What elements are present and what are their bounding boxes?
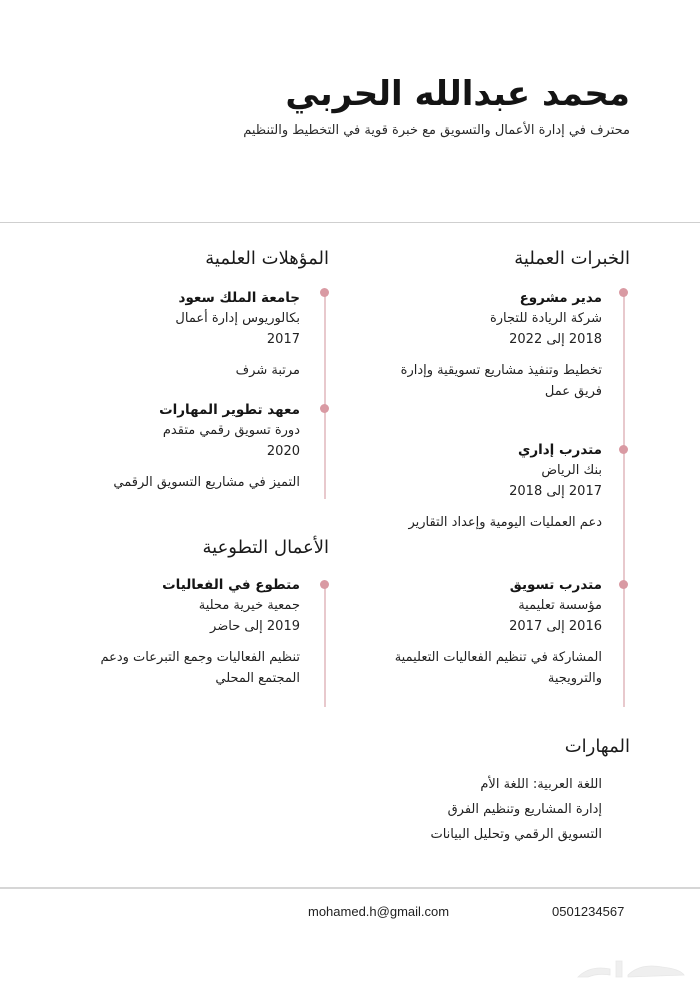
graduation-year: 2020: [266, 444, 300, 459]
job-description: المشاركة في تنظيم الفعاليات التعليمية والترويجية: [394, 650, 602, 686]
education-timeline-dot: [320, 288, 329, 297]
education-note: مرتبة شرف: [235, 363, 300, 378]
header-divider: [0, 222, 700, 223]
volunteer-timeline-line: [324, 585, 326, 707]
degree-name: بكالوريوس إدارة أعمال: [175, 311, 300, 326]
volunteer-entry: [70, 575, 300, 689]
volunteer-timeline-dot: [320, 580, 329, 589]
job-title: متدرب تسويق: [509, 577, 602, 593]
volunteer-period: 2019 إلى حاضر: [210, 619, 300, 634]
job-period: 2018 إلى 2022: [509, 332, 602, 347]
education-entry: [100, 288, 300, 381]
degree-name: دورة تسويق رقمي متقدم: [162, 423, 300, 438]
volunteer-section-title: الأعمال التطوعية: [202, 537, 329, 558]
job-description: تخطيط وتنفيذ مشاريع تسويقية وإدارة فريق عمل: [400, 363, 602, 399]
resume-tagline: محترف في إدارة الأعمال والتسويق مع خبرة قوية في التخطيط والتنظيم: [243, 123, 630, 138]
job-description: دعم العمليات اليومية وإعداد التقارير: [408, 515, 602, 530]
experience-timeline-dot: [619, 288, 628, 297]
institution-name: جامعة الملك سعود: [178, 290, 300, 306]
haraj-watermark-icon: [570, 955, 690, 983]
company-name: بنك الرياض: [541, 463, 602, 478]
experience-entry: [372, 288, 602, 402]
resume-name: محمد عبدالله الحربي: [285, 74, 630, 114]
job-period: 2017 إلى 2018: [509, 484, 602, 499]
experience-timeline-dot: [619, 580, 628, 589]
experience-timeline-dot: [619, 445, 628, 454]
experience-timeline-line: [623, 293, 625, 707]
education-timeline-line: [324, 293, 326, 499]
job-title: متدرب إداري: [517, 442, 602, 458]
contact-phone: 0501234567: [552, 904, 625, 919]
volunteer-description: تنظيم الفعاليات وجمع التبرعات ودعم المجتمع المحلي: [100, 650, 300, 686]
volunteer-organization: جمعية خيرية محلية: [198, 598, 300, 613]
education-timeline-dot: [320, 404, 329, 413]
skill-item: إدارة المشاريع وتنظيم الفرق: [447, 802, 602, 817]
education-entry: [80, 400, 300, 493]
skills-section-title: المهارات: [564, 736, 630, 757]
company-name: شركة الريادة للتجارة: [489, 311, 602, 326]
contact-email: mohamed.h@gmail.com: [308, 904, 450, 919]
footer-divider: [0, 887, 700, 889]
education-section-title: المؤهلات العلمية: [205, 248, 329, 269]
graduation-year: 2017: [266, 332, 300, 347]
experience-entry: [372, 575, 602, 689]
volunteer-role: متطوع في الفعاليات: [162, 577, 300, 593]
skill-item: التسويق الرقمي وتحليل البيانات: [430, 827, 602, 842]
skill-item: اللغة العربية: اللغة الأم: [480, 777, 602, 792]
experience-section-title: الخبرات العملية: [514, 248, 630, 269]
job-title: مدير مشروع: [519, 290, 602, 306]
company-name: مؤسسة تعليمية: [518, 598, 602, 613]
experience-entry: [372, 440, 602, 533]
education-note: التميز في مشاريع التسويق الرقمي: [113, 475, 300, 490]
institution-name: معهد تطوير المهارات: [159, 402, 300, 418]
skills-list: [430, 772, 602, 847]
job-period: 2016 إلى 2017: [509, 619, 602, 634]
